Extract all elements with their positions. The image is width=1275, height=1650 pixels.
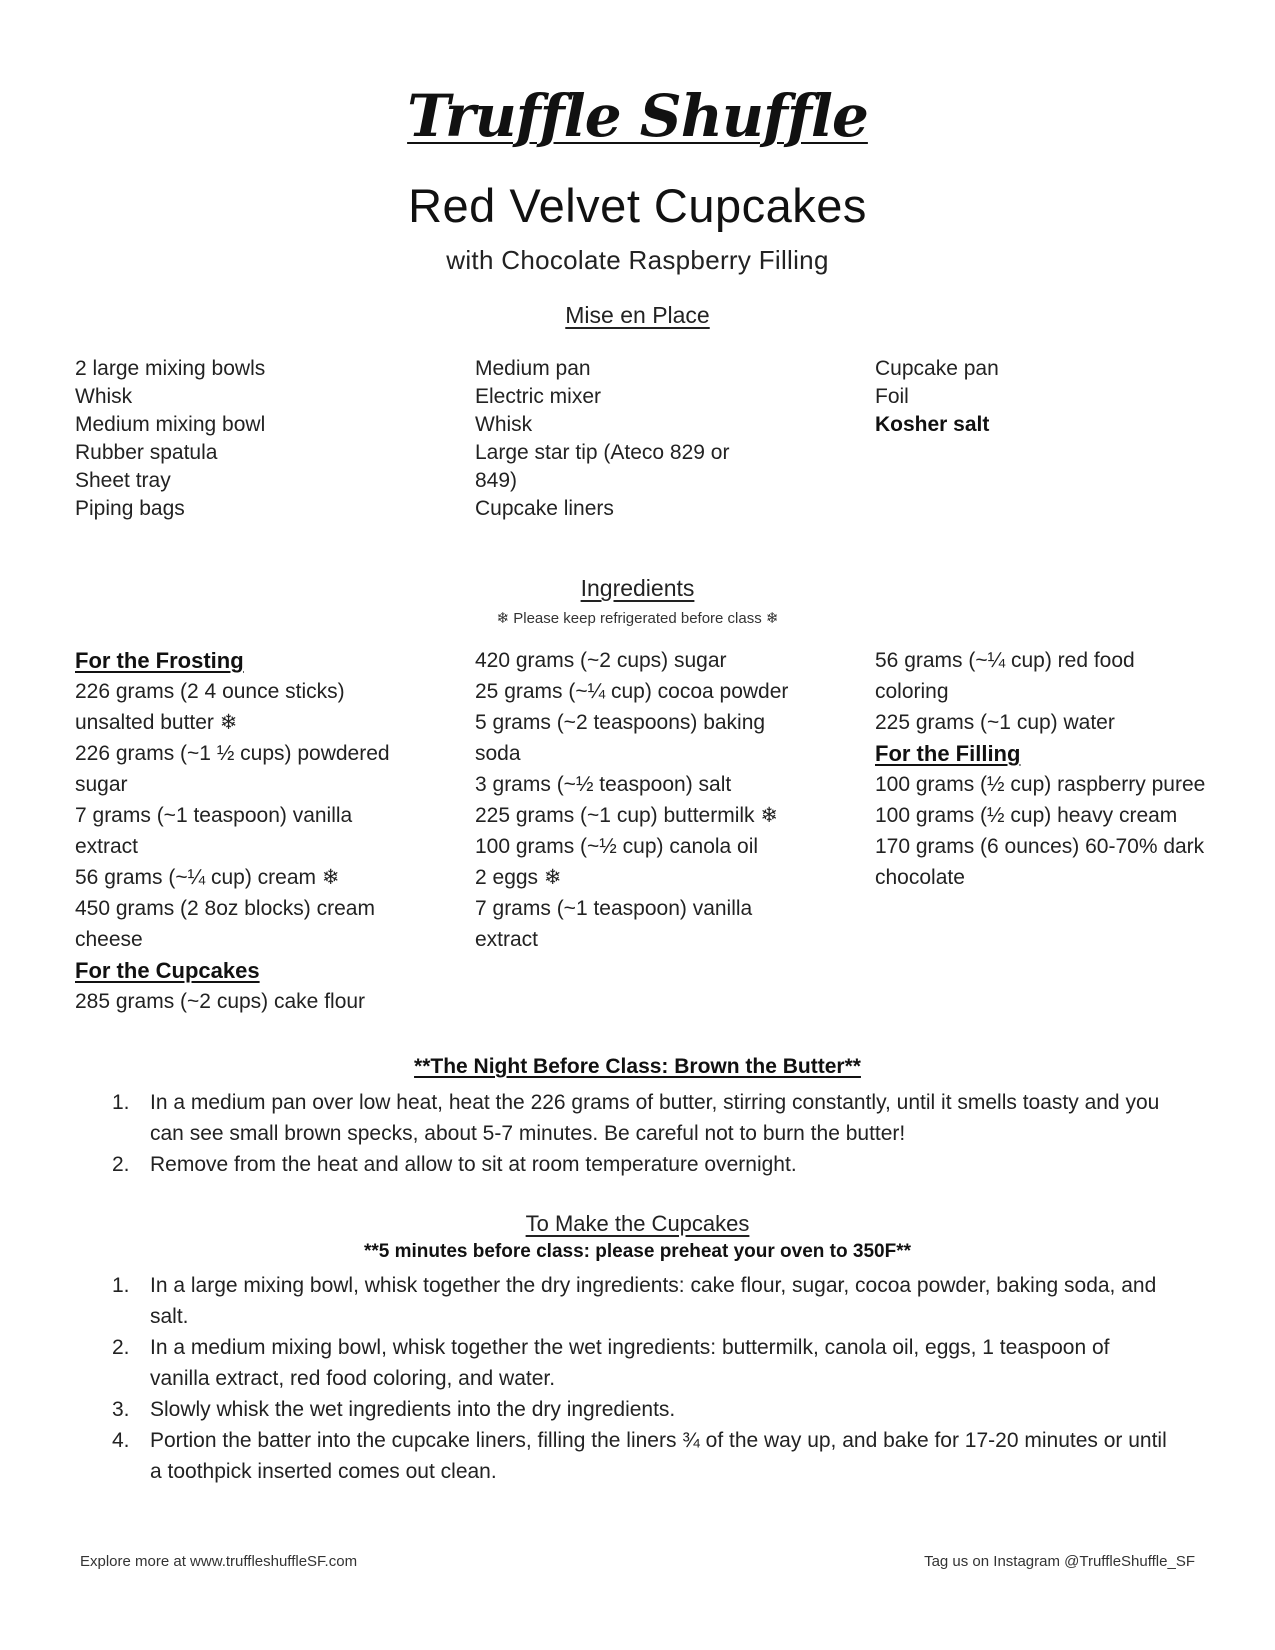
ingredient-item: 7 grams (~1 teaspoon) vanilla extract: [75, 804, 353, 858]
ingredient-item: 225 grams (~1 cup) buttermilk ❄: [475, 804, 778, 827]
ingredient-item: 226 grams (~1 ½ cups) powdered sugar: [75, 742, 390, 796]
ingredient-item: 285 grams (~2 cups) cake flour: [75, 990, 366, 1013]
ingredient-item: 7 grams (~1 teaspoon) vanilla extract: [475, 897, 753, 951]
mise-col-2: [475, 355, 775, 523]
ingredient-item: 56 grams (~¼ cup) cream ❄: [75, 866, 340, 889]
ingredient-item: 100 grams (½ cup) heavy cream: [875, 804, 1178, 827]
ingredient-item: 100 grams (~½ cup) canola oil: [475, 835, 759, 858]
mise-item: Whisk: [75, 385, 133, 408]
footer-instagram: Tag us on Instagram @TruffleShuffle_SF: [924, 1553, 1195, 1570]
preheat-note: **5 minutes before class: please preheat your oven to 350F**: [364, 1241, 911, 1262]
mise-item: Electric mixer: [475, 385, 602, 408]
mise-item: Cupcake liners: [475, 497, 614, 520]
mise-item: Medium mixing bowl: [75, 413, 266, 436]
ingredients-col-3: [875, 645, 1210, 893]
step-number: 2.: [112, 1153, 130, 1176]
step-item: 1. In a large mixing bowl, whisk together the dry ingredients: cake flour, sugar, cocoa powder, baking soda, and salt.: [112, 1270, 1172, 1332]
mise-item: Whisk: [475, 413, 533, 436]
mise-item: Cupcake pan: [875, 357, 999, 380]
step-number: 1.: [112, 1091, 130, 1114]
step-item: 2. In a medium mixing bowl, whisk together the wet ingredients: buttermilk, canola oil, eggs, 1 teaspoon of vanilla extract, red food coloring, and water.: [112, 1332, 1172, 1394]
mise-item-bold: Kosher salt: [875, 413, 990, 436]
brand-logo: Truffle Shuffle: [407, 82, 868, 150]
ingredients-heading: Ingredients: [580, 575, 695, 601]
ingredient-item: 420 grams (~2 cups) sugar: [475, 649, 727, 672]
step-number: 3.: [112, 1398, 130, 1421]
ingredients-col-2: [475, 645, 815, 955]
ingredient-item: 170 grams (6 ounces) 60-70% dark chocolate: [875, 835, 1205, 889]
ingredient-item: 56 grams (~¼ cup) red food coloring: [875, 649, 1135, 703]
step-number: 2.: [112, 1336, 130, 1359]
step-item: 4. Portion the batter into the cupcake liners, filling the liners ¾ of the way up, and bake for 17-20 minutes or until a toothpick inserted comes out clean.: [112, 1425, 1172, 1487]
recipe-title: Red Velvet Cupcakes: [408, 179, 867, 232]
ingredient-item: 225 grams (~1 cup) water: [875, 711, 1115, 734]
filling-subheading: For the Filling: [875, 741, 1021, 766]
step-item: 1. In a medium pan over low heat, heat the 226 grams of butter, stirring constantly, until it smells toasty and you can see small brown specks, about 5-7 minutes. Be careful not to burn the butter!: [112, 1087, 1172, 1149]
ingredient-item: 25 grams (~¼ cup) cocoa powder: [475, 680, 789, 703]
night-before-steps: [112, 1087, 1172, 1180]
step-number: 1.: [112, 1274, 130, 1297]
mise-item: Foil: [875, 385, 909, 408]
mise-item: Large star tip (Ateco 829 or 849): [475, 441, 730, 492]
step-number: 4.: [112, 1429, 130, 1452]
make-cupcakes-steps: [112, 1270, 1172, 1487]
mise-col-1: [75, 355, 420, 523]
frosting-subheading: For the Frosting: [75, 648, 244, 673]
mise-item: Medium pan: [475, 357, 591, 380]
mise-item: Rubber spatula: [75, 441, 218, 464]
ingredient-item: 226 grams (2 4 ounce sticks) unsalted butter ❄: [75, 680, 345, 734]
mise-col-3: [875, 355, 1220, 439]
ingredient-item: 2 eggs ❄: [475, 866, 562, 889]
ingredients-col-1: [75, 645, 420, 1017]
step-item: 2. Remove from the heat and allow to sit at room temperature overnight.: [112, 1149, 1172, 1180]
step-item: 3. Slowly whisk the wet ingredients into the dry ingredients.: [112, 1394, 1172, 1425]
mise-item: Piping bags: [75, 497, 185, 520]
recipe-subtitle: with Chocolate Raspberry Filling: [446, 245, 829, 275]
footer-website: Explore more at www.truffleshuffleSF.com: [80, 1553, 358, 1570]
mise-en-place-heading: Mise en Place: [565, 302, 710, 328]
refrigerate-note: ❄ Please keep refrigerated before class ❄: [496, 610, 779, 627]
make-cupcakes-heading: To Make the Cupcakes: [525, 1211, 750, 1236]
ingredient-item: 3 grams (~½ teaspoon) salt: [475, 773, 732, 796]
mise-item: 2 large mixing bowls: [75, 357, 266, 380]
night-before-heading: **The Night Before Class: Brown the Butter**: [414, 1055, 861, 1078]
cupcakes-subheading: For the Cupcakes: [75, 958, 260, 983]
ingredient-item: 5 grams (~2 teaspoons) baking soda: [475, 711, 766, 765]
ingredient-item: 450 grams (2 8oz blocks) cream cheese: [75, 897, 375, 951]
ingredient-item: 100 grams (½ cup) raspberry puree: [875, 773, 1206, 796]
mise-item: Sheet tray: [75, 469, 171, 492]
